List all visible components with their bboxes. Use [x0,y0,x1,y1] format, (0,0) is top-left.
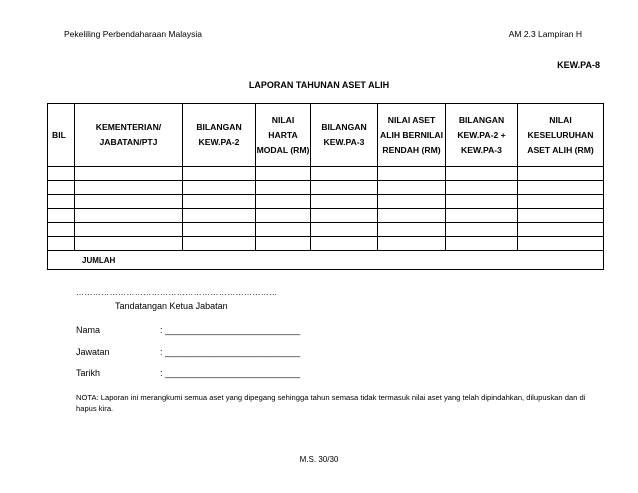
page-number: M.S. 30/30 [299,455,339,464]
table-row [48,181,604,195]
table-row [48,223,604,237]
col-bil: BIL [48,104,75,167]
total-row [48,251,604,270]
table-row [48,195,604,209]
col-bilangan-pa2: BILANGAN KEW.PA-2 [183,104,256,167]
field-nama-line: : ___________________________ [160,325,301,335]
field-jawatan-line: : ___________________________ [160,347,301,357]
col-bilangan-total: BILANGAN KEW.PA-2 + KEW.PA-3 [446,104,518,167]
table-row [48,167,604,181]
table-row [48,209,604,223]
col-kementerian: KEMENTERIAN/ JABATAN/PTJ [75,104,183,167]
col-nilai-harta-modal: NILAI HARTA MODAL (RM) [256,104,311,167]
field-nama-label: Nama [76,325,101,335]
total-label: JUMLAH [48,251,604,270]
field-tarikh-label: Tarikh [76,368,101,378]
header-circular-title: Pekeliling Perbendaharaan Malaysia [64,29,202,39]
form-code: KEW.PA-8 [557,60,600,70]
signature-label: Tandatangan Ketua Jabatan [115,301,228,311]
field-jawatan-label: Jawatan [76,347,110,357]
report-title: LAPORAN TAHUNAN ASET ALIH [248,80,390,90]
col-nilai-aset-rendah: NILAI ASET ALIH BERNILAI RENDAH (RM) [378,104,446,167]
header-appendix-ref: AM 2.3 Lampiran H [508,29,582,39]
col-nilai-keseluruhan: NILAI KESELURUHAN ASET ALIH (RM) [518,104,604,167]
table-row [48,237,604,251]
field-tarikh-line: : ___________________________ [160,368,301,378]
col-bilangan-pa3: BILANGAN KEW.PA-3 [311,104,378,167]
asset-report-table [47,103,604,270]
table-header-row [48,104,604,167]
signature-dotted-line: ……………………………………………………………… [76,288,278,297]
note-text: NOTA: Laporan ini merangkumi semua aset yang dipegang sehingga tahun semasa tidak termasuk nilai aset yang telah dipindahkan, dilupuskan dan di hapus kira. [76,393,586,413]
